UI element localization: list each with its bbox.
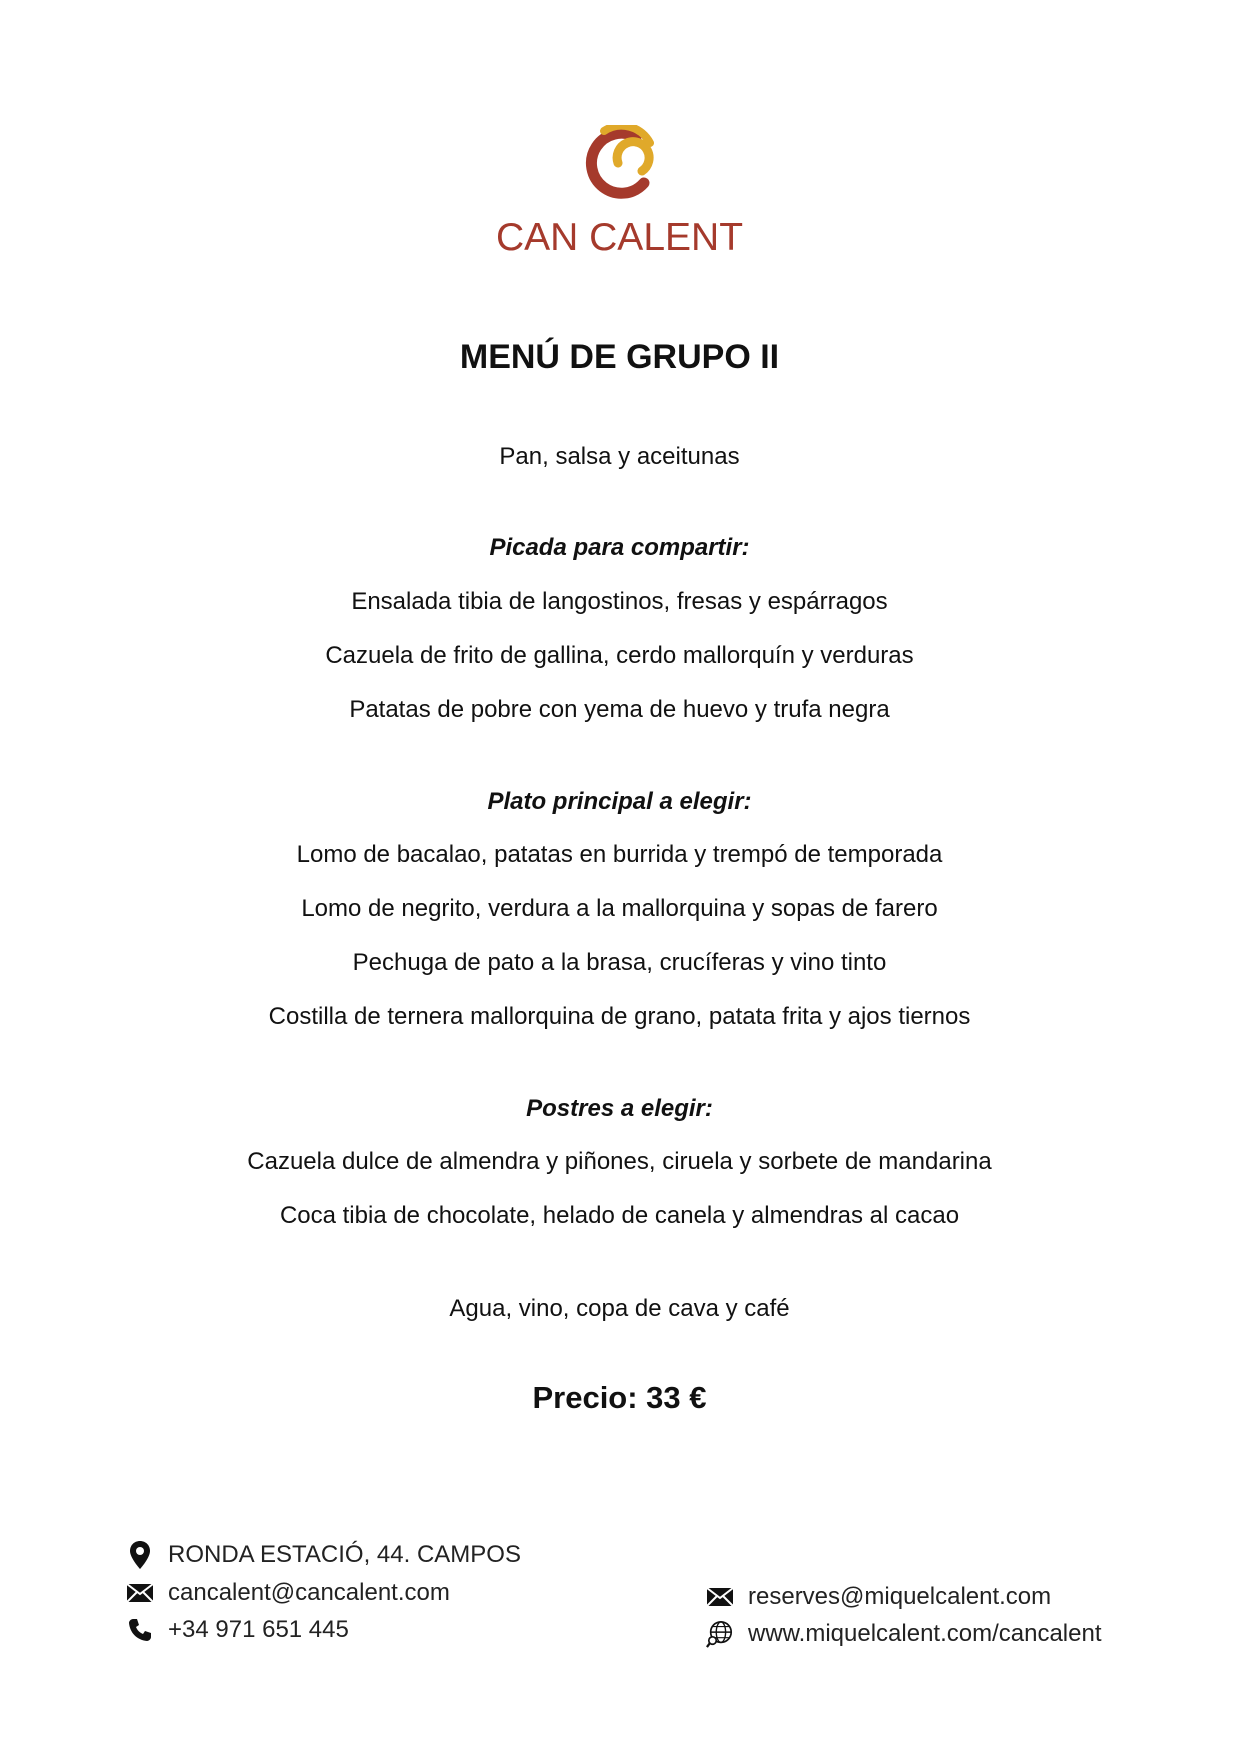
menu-item: Ensalada tibia de langostinos, fresas y espárragos (351, 588, 888, 615)
contact-email (126, 1579, 450, 1607)
section-heading-postres: Postres a elegir: (526, 1095, 713, 1122)
menu-item: Cazuela de frito de gallina, cerdo mallorquín y verduras (325, 642, 914, 669)
envelope-icon (706, 1583, 734, 1611)
envelope-icon (126, 1579, 154, 1607)
menu-item: Coca tibia de chocolate, helado de canela y almendras al cacao (279, 1202, 960, 1229)
phone-text[interactable]: +34 971 651 445 (168, 1616, 349, 1643)
section-heading-principal: Plato principal a elegir: (487, 788, 752, 815)
email-link[interactable]: cancalent@cancalent.com (168, 1579, 450, 1606)
contact-phone (126, 1616, 349, 1644)
logo-mark-icon (580, 125, 660, 209)
page-title: MENÚ DE GRUPO II (459, 338, 780, 376)
contact-reserves (706, 1583, 1051, 1611)
menu-item: Patatas de pobre con yema de huevo y trufa negra (349, 696, 890, 723)
menu-starter: Pan, salsa y aceitunas (499, 443, 740, 470)
brand-logo (0, 125, 1239, 209)
menu-item: Lomo de bacalao, patatas en burrida y trempó de temporada (296, 841, 943, 868)
menu-item: Cazuela dulce de almendra y piñones, ciruela y sorbete de mandarina (247, 1148, 992, 1175)
menu-item: Costilla de ternera mallorquina de grano, patata frita y ajos tiernos (268, 1003, 971, 1030)
contact-website (706, 1620, 1102, 1648)
contact-address (126, 1541, 521, 1569)
brand-name: CAN CALENT (495, 216, 744, 259)
menu-drinks: Agua, vino, copa de cava y café (449, 1295, 790, 1322)
section-heading-picada: Picada para compartir: (489, 534, 750, 561)
globe-icon (706, 1620, 734, 1648)
menu-item: Pechuga de pato a la brasa, crucíferas y vino tinto (352, 949, 887, 976)
address-text: RONDA ESTACIÓ, 44. CAMPOS (168, 1541, 521, 1568)
phone-icon (126, 1616, 154, 1644)
menu-item: Lomo de negrito, verdura a la mallorquina y sopas de farero (301, 895, 938, 922)
location-pin-icon (126, 1541, 154, 1569)
menu-price: Precio: 33 € (532, 1380, 707, 1415)
website-link[interactable]: www.miquelcalent.com/cancalent (748, 1620, 1102, 1647)
reserves-email-link[interactable]: reserves@miquelcalent.com (748, 1583, 1052, 1610)
